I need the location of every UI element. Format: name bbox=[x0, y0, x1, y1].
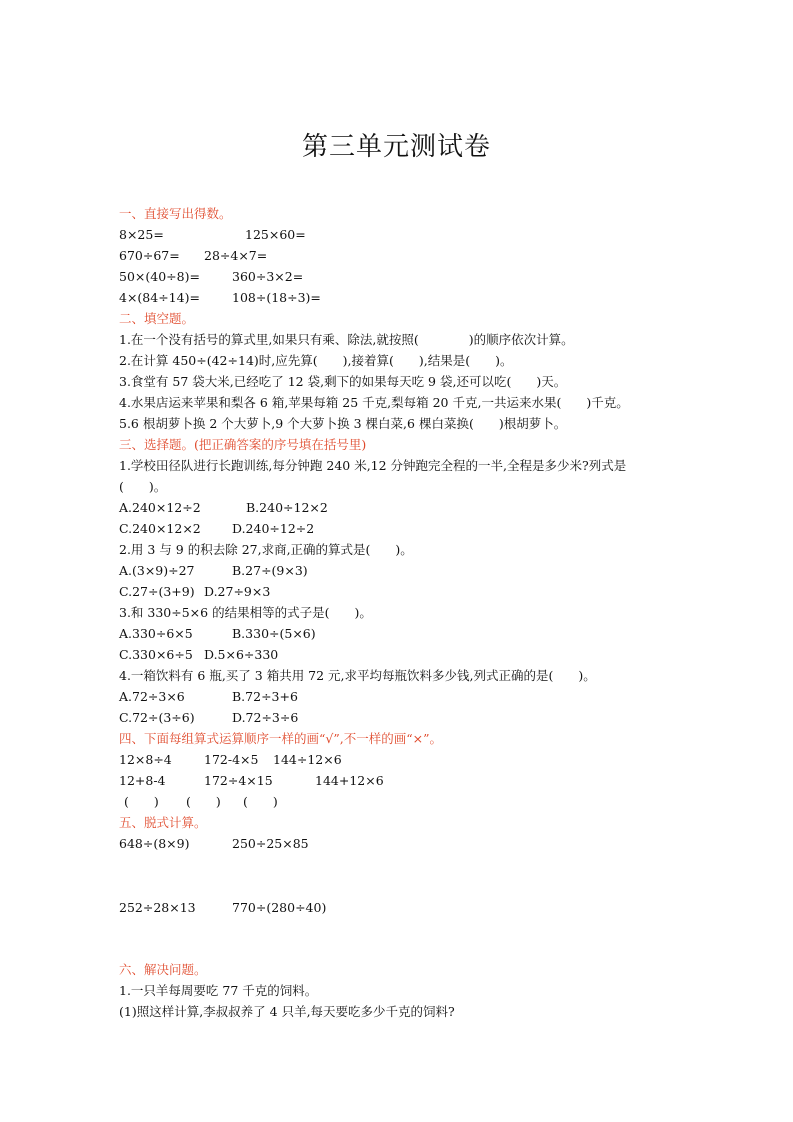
answer-bracket[interactable]: ( ) bbox=[124, 794, 159, 809]
choice-option: B.330÷(5×6) bbox=[232, 626, 316, 641]
fill-question-5: 5.6 根胡萝卜换 2 个大萝卜,9 个大萝卜换 3 棵白菜,6 棵白菜换( )根胡萝卜。 bbox=[119, 416, 567, 431]
section-5-heading: 五、脱式计算。 bbox=[119, 815, 207, 830]
choice-question-3: 3.和 330÷5×6 的结果相等的式子是( )。 bbox=[119, 605, 372, 620]
calc-expression: 770÷(280÷40) bbox=[232, 900, 327, 915]
s1-item: 50×(40÷8)= bbox=[119, 269, 200, 284]
choice-option: C.27÷(3+9) bbox=[119, 584, 195, 599]
order-expression: 12×8÷4 bbox=[119, 752, 172, 767]
order-expression: 172-4×5 bbox=[204, 752, 259, 767]
section-3-heading: 三、选择题。(把正确答案的序号填在括号里) bbox=[119, 437, 367, 452]
choice-question-1-blank: ( )。 bbox=[119, 479, 167, 494]
choice-option: B.240÷12×2 bbox=[246, 500, 328, 515]
choice-option: D.27÷9×3 bbox=[204, 584, 271, 599]
s1-item: 360÷3×2= bbox=[232, 269, 304, 284]
fill-question-4: 4.水果店运来苹果和梨各 6 箱,苹果每箱 25 千克,梨每箱 20 千克,一共运来水果( )千克。 bbox=[119, 395, 629, 410]
s1-item: 8×25= bbox=[119, 227, 164, 242]
choice-option: D.5×6÷330 bbox=[204, 647, 279, 662]
order-expression: 144+12×6 bbox=[315, 773, 384, 788]
section-6-heading: 六、解决问题。 bbox=[119, 962, 207, 977]
choice-option: B.72÷3+6 bbox=[232, 689, 298, 704]
s1-item: 28÷4×7= bbox=[204, 248, 268, 263]
fill-question-2: 2.在计算 450÷(42÷14)时,应先算( ),接着算( ),结果是( )。 bbox=[119, 353, 513, 368]
section-4-heading: 四、下面每组算式运算顺序一样的画“√”,不一样的画“×”。 bbox=[119, 731, 442, 746]
s1-item: 670÷67= bbox=[119, 248, 180, 263]
answer-bracket[interactable]: ( ) bbox=[243, 794, 278, 809]
choice-option: B.27÷(9×3) bbox=[232, 563, 308, 578]
choice-option: D.72÷3÷6 bbox=[232, 710, 299, 725]
problem-1-part-1: (1)照这样计算,李叔叔养了 4 只羊,每天要吃多少千克的饲料? bbox=[119, 1004, 455, 1019]
choice-option: A.72÷3×6 bbox=[119, 689, 185, 704]
choice-option: D.240÷12÷2 bbox=[232, 521, 315, 536]
choice-option: C.240×12×2 bbox=[119, 521, 201, 536]
section-1-heading: 一、直接写出得数。 bbox=[119, 206, 232, 221]
calc-expression: 252÷28×13 bbox=[119, 900, 196, 915]
answer-bracket[interactable]: ( ) bbox=[186, 794, 221, 809]
choice-question-1: 1.学校田径队进行长跑训练,每分钟跑 240 米,12 分钟跑完全程的一半,全程是多少米?列式是 bbox=[119, 458, 627, 473]
section-2-heading: 二、填空题。 bbox=[119, 311, 195, 326]
s1-item: 4×(84÷14)= bbox=[119, 290, 200, 305]
choice-option: A.240×12÷2 bbox=[119, 500, 201, 515]
choice-question-2: 2.用 3 与 9 的积去除 27,求商,正确的算式是( )。 bbox=[119, 542, 413, 557]
choice-question-4: 4.一箱饮料有 6 瓶,买了 3 箱共用 72 元,求平均每瓶饮料多少钱,列式正确的是( )。 bbox=[119, 668, 596, 683]
page-title: 第三单元测试卷 bbox=[301, 132, 491, 162]
fill-question-1: 1.在一个没有括号的算式里,如果只有乘、除法,就按照( )的顺序依次计算。 bbox=[119, 332, 574, 347]
fill-question-3: 3.食堂有 57 袋大米,已经吃了 12 袋,剩下的如果每天吃 9 袋,还可以吃( )天。 bbox=[119, 374, 567, 389]
calc-expression: 648÷(8×9) bbox=[119, 836, 190, 851]
order-expression: 144÷12×6 bbox=[273, 752, 342, 767]
s1-item: 125×60= bbox=[245, 227, 306, 242]
choice-option: A.330÷6×5 bbox=[119, 626, 193, 641]
order-expression: 172÷4×15 bbox=[204, 773, 273, 788]
choice-option: C.72÷(3÷6) bbox=[119, 710, 195, 725]
order-expression: 12+8-4 bbox=[119, 773, 166, 788]
calc-expression: 250÷25×85 bbox=[232, 836, 309, 851]
choice-option: C.330×6÷5 bbox=[119, 647, 193, 662]
choice-option: A.(3×9)÷27 bbox=[119, 563, 195, 578]
s1-item: 108÷(18÷3)= bbox=[232, 290, 321, 305]
problem-1: 1.一只羊每周要吃 77 千克的饲料。 bbox=[119, 983, 318, 998]
